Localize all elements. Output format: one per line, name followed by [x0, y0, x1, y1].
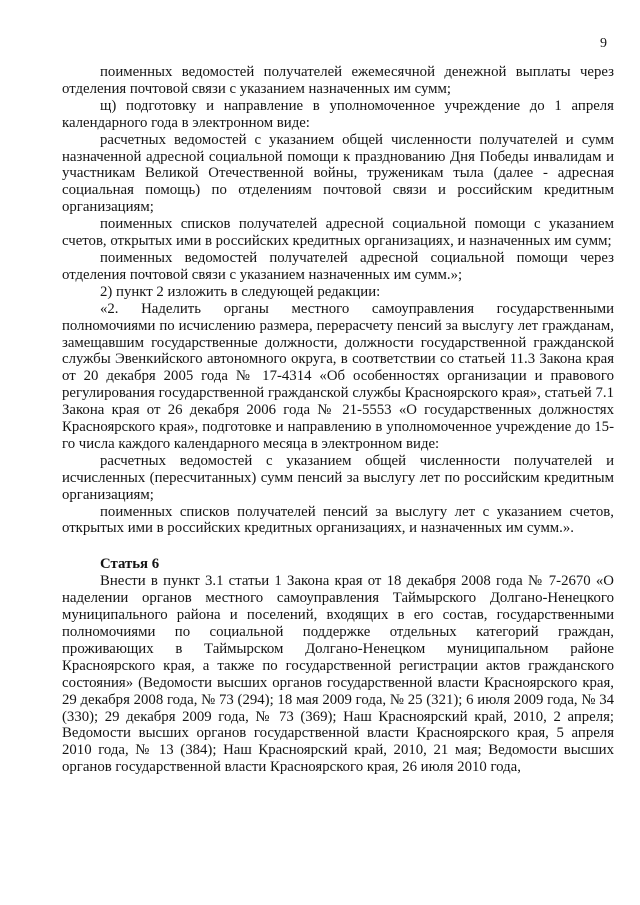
paragraph-named-lists-pensions: поименных списков получателей пенсий за выслугу лет с указанием счетов, открытых ими в российских кредитных организациях, и назначенных им сумм.». — [62, 503, 614, 537]
article-6-body: Внести в пункт 3.1 статьи 1 Закона края от 18 декабря 2008 года № 7-2670 «О наделении органов местного самоуправления Таймырского Долгано-Ненецкого муниципального района и поселений, входящих в его состав, государственными полномочиями по социальной поддержке отдельных категорий граждан, проживающих в Таймырском Долгано-Ненецком муниципальном районе Красноярского края, а также по государственной регистрации актов гражданского состояния» (Ведомости высших органов государственной власти Красноярского края, 29 декабря 2008 года, № 73 (294); 18 мая 2009 года, № 25 (321); 6 июля 2009 года, № 34 (330); 29 декабря 2009 года, № 73 (369); Наш Красноярский край, 2010, 2 апреля; Ведомости высших органов государственной власти Красноярского края, 5 апреля 2010 года, № 13 (384); Наш Красноярский край, 2010, 21 мая; Ведомости высших органов государственной власти Красноярского края, 26 июля 2010 года, — [62, 573, 614, 776]
paragraph-point-2-text: «2. Наделить органы местного самоуправления государственными полномочиями по исчислению размера, перерасчету пенсий за выслугу лет гражданам, замещавшим государственные должности, должности государственной гражданской службы Эвенкийского автономного округа, в соответствии со статьей 11.3 Закона края от 20 декабря 2005 года № 17-4314 «Об особенностях организации и правового регулирования государственной гражданской службы Красноярского края», статьей 7.1 Закона края от 26 декабря 2006 года № 21-5553 «О государственных должностях Красноярского края», подготовке и направлению в уполномоченное учреждение до 15-го числа каждого календарного месяца в электронном виде: — [62, 300, 614, 452]
paragraph-named-registers-post: поименных ведомостей получателей адресной социальной помощи через отделения почтовой связи с указанием назначенных им сумм.»; — [62, 249, 614, 283]
paragraph-settlement-statements-pensions: расчетных ведомостей с указанием общей численности получателей и исчисленных (пересчитанных) сумм пенсий за выслугу лет по российским кредитным организациям; — [62, 452, 614, 503]
article-6-heading: Статья 6 — [100, 556, 160, 573]
paragraph-item-shch: щ) подготовку и направление в уполномоченное учреждение до 1 апреля календарного года в электронном виде: — [62, 97, 614, 131]
paragraph-named-lists-accounts: поименных списков получателей адресной социальной помощи с указанием счетов, открытых ими в российских кредитных организациях, и назначенных им сумм; — [62, 216, 614, 250]
paragraph-settlement-statements-victory: расчетных ведомостей с указанием общей численности получателей и сумм назначенной адресной социальной помощи к празднованию Дня Победы инвалидам и участникам Великой Отечественной войны, труженикам тыла (далее - адресная социальная помощь) по отделениям почтовой связи и российским кредитным организациям; — [62, 131, 614, 216]
paragraph-point-2-amendment: 2) пункт 2 изложить в следующей редакции: — [100, 283, 381, 300]
paragraph-registers-post: поименных ведомостей получателей ежемесячной денежной выплаты через отделения почтовой связи с указанием назначенных им сумм; — [62, 64, 614, 97]
page-number: 9 — [600, 36, 607, 51]
document-body — [62, 64, 614, 776]
